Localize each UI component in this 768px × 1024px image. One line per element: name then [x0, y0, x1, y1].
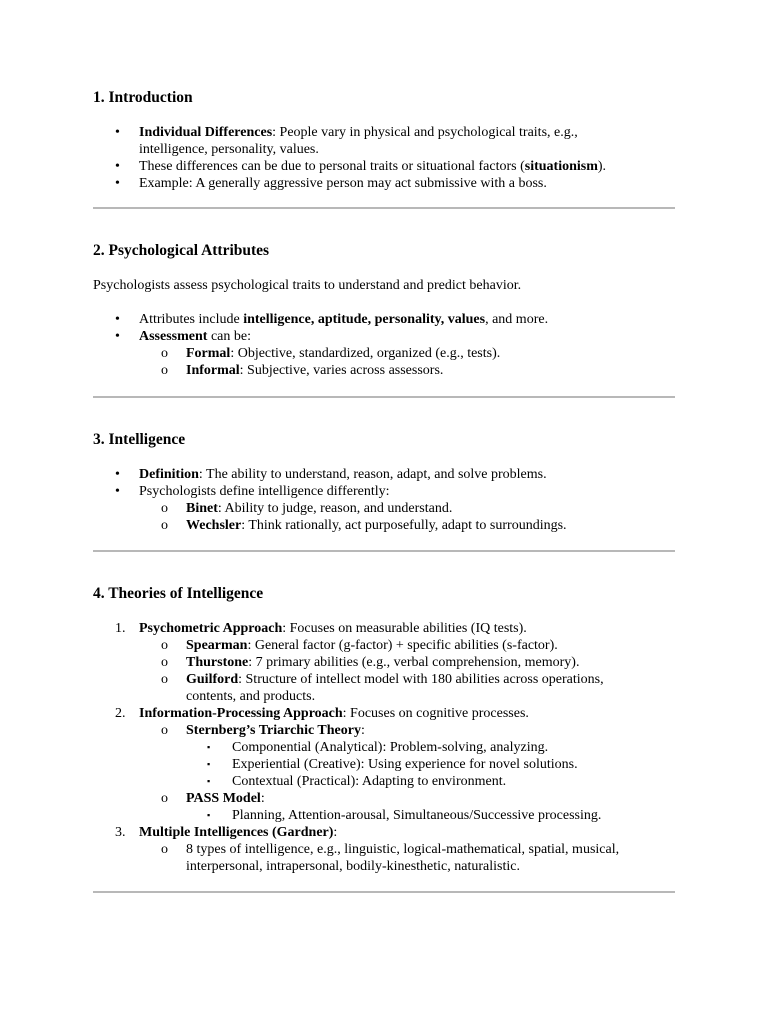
list-item: • Attributes include intelligence, aptitude, personality, values, and more. — [93, 311, 673, 328]
paragraph: Psychologists assess psychological traits to understand and predict behavior. — [93, 278, 522, 293]
list-item: o Formal: Objective, standardized, organized (e.g., tests). — [93, 345, 673, 362]
list-item: • Example: A generally aggressive person may act submissive with a boss. — [93, 175, 673, 192]
list-item: 1. Psychometric Approach: Focuses on measurable abilities (IQ tests). — [115, 621, 527, 636]
square-bullet-icon — [207, 739, 210, 756]
bullet-icon — [115, 175, 120, 192]
list-item: ▪ Componential (Analytical): Problem-solving, analyzing. — [93, 739, 673, 756]
list-item: • Individual Differences: People vary in physical and psychological traits, e.g., intelligence, personality, values. — [93, 124, 673, 158]
section-heading-introduction: 1. Introduction — [93, 89, 193, 106]
list-item: • Psychologists define intelligence differently: — [93, 483, 673, 500]
list-item: • These differences can be due to personal traits or situational factors (situationism). — [93, 158, 673, 175]
section-heading-psychological-attributes: 2. Psychological Attributes — [93, 242, 270, 259]
horizontal-rule — [93, 891, 675, 893]
list-item: ▪ Contextual (Practical): Adapting to environment. — [93, 773, 673, 790]
list-item: o Sternberg’s Triarchic Theory: — [93, 722, 673, 739]
theories-list — [93, 620, 673, 875]
circle-bullet-icon — [161, 345, 168, 362]
list-item: 2. Information-Processing Approach: Focuses on cognitive processes. — [115, 706, 529, 721]
horizontal-rule — [93, 396, 675, 398]
circle-bullet-icon — [161, 362, 168, 379]
circle-bullet-icon — [161, 500, 168, 517]
circle-bullet-icon — [161, 671, 168, 688]
square-bullet-icon — [207, 807, 210, 824]
circle-bullet-icon — [161, 790, 168, 807]
section-heading-intelligence: 3. Intelligence — [93, 431, 186, 448]
list-number: 3. — [115, 825, 126, 840]
intelligence-list — [93, 466, 673, 534]
list-number: 1. — [115, 621, 126, 636]
list-item: o Informal: Subjective, varies across assessors. — [93, 362, 673, 379]
list-item: o PASS Model: — [93, 790, 673, 807]
circle-bullet-icon — [161, 517, 168, 534]
bullet-icon — [115, 124, 120, 141]
circle-bullet-icon — [161, 637, 168, 654]
bullet-icon — [115, 311, 120, 328]
horizontal-rule — [93, 550, 675, 552]
bullet-icon — [115, 483, 120, 500]
bullet-icon — [115, 158, 120, 175]
attributes-list — [93, 311, 673, 379]
list-item: o Guilford: Structure of intellect model with 180 abilities across operations, contents, and products. — [93, 671, 673, 705]
list-item: o Thurstone: 7 primary abilities (e.g., verbal comprehension, memory). — [93, 654, 673, 671]
list-item: ▪ Planning, Attention-arousal, Simultaneous/Successive processing. — [93, 807, 673, 824]
square-bullet-icon — [207, 773, 210, 790]
list-item: 3. Multiple Intelligences (Gardner): — [115, 825, 338, 840]
list-item: • Definition: The ability to understand, reason, adapt, and solve problems. — [93, 466, 673, 483]
square-bullet-icon — [207, 756, 210, 773]
horizontal-rule — [93, 207, 675, 209]
list-item: o Wechsler: Think rationally, act purposefully, adapt to surroundings. — [93, 517, 673, 534]
bullet-icon — [115, 328, 120, 345]
introduction-list — [93, 124, 673, 192]
section-heading-theories-of-intelligence: 4. Theories of Intelligence — [93, 585, 264, 602]
list-number: 2. — [115, 706, 126, 721]
circle-bullet-icon — [161, 722, 168, 739]
list-item: o 8 types of intelligence, e.g., linguistic, logical-mathematical, spatial, musical, interpersonal, intrapersonal, bodily-kinesthetic, naturalistic. — [93, 841, 673, 875]
circle-bullet-icon — [161, 654, 168, 671]
list-item: • Assessment can be: — [93, 328, 673, 345]
list-item: o Binet: Ability to judge, reason, and understand. — [93, 500, 673, 517]
list-item: o Spearman: General factor (g-factor) + specific abilities (s-factor). — [93, 637, 673, 654]
circle-bullet-icon — [161, 841, 168, 858]
list-item: ▪ Experiential (Creative): Using experience for novel solutions. — [93, 756, 673, 773]
bullet-icon — [115, 466, 120, 483]
